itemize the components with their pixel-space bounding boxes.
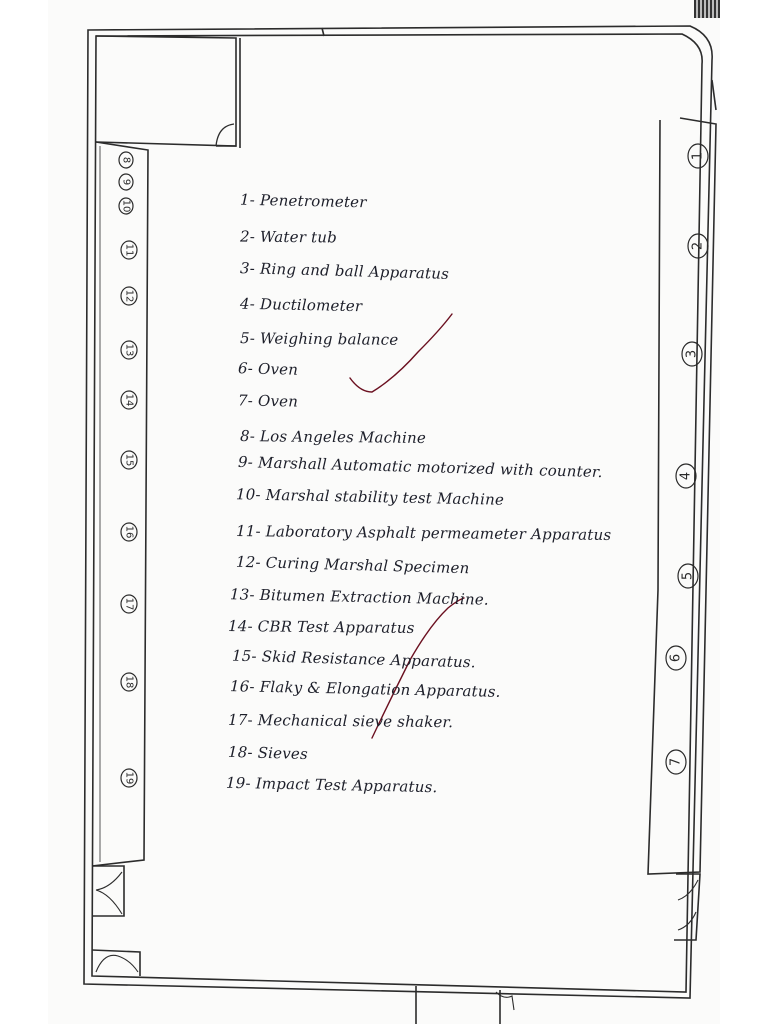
- marker-number: 16: [123, 525, 135, 539]
- bench-marker-14: [121, 391, 137, 409]
- right-bench-markers: [666, 144, 708, 774]
- marker-number: 3: [684, 349, 700, 359]
- bench-marker-5: [678, 564, 698, 588]
- equipment-item: 5- Weighing balance: [239, 329, 399, 349]
- bench-marker-15: [121, 451, 137, 469]
- storage-room: [96, 36, 236, 146]
- marker-number: 8: [120, 156, 132, 164]
- equipment-item: 19- Impact Test Apparatus.: [225, 773, 438, 797]
- equipment-item: 17- Mechanical sieve shaker.: [227, 710, 454, 732]
- marker-number: 9: [120, 178, 132, 186]
- equipment-item: 15- Skid Resistance Apparatus.: [231, 646, 476, 672]
- equipment-item: 11- Laboratory Asphalt permeameter Apparatus: [235, 522, 612, 544]
- marker-number: 10: [120, 199, 132, 213]
- bench-marker-13: [121, 341, 137, 359]
- marker-number: 6: [668, 653, 684, 663]
- equipment-item: 6- Oven: [237, 359, 299, 379]
- marker-number: 19: [123, 771, 135, 785]
- bench-marker-1: [688, 144, 708, 168]
- outer-wall-inner: [92, 34, 702, 992]
- bench-marker-10: [119, 198, 133, 214]
- bench-marker-19: [121, 769, 137, 787]
- bench-marker-18: [121, 673, 137, 691]
- outer-wall-outer: [84, 26, 712, 998]
- bench-marker-12: [121, 287, 137, 305]
- bench-marker-8: [119, 152, 133, 168]
- equipment-item: 13- Bitumen Extraction Machine.: [229, 585, 490, 609]
- equipment-item: 3- Ring and ball Apparatus: [239, 259, 450, 283]
- bottom-left-door-swing: [96, 955, 138, 972]
- bench-marker-9: [119, 174, 133, 190]
- bench-marker-7: [666, 750, 686, 774]
- marker-number: 13: [123, 343, 135, 357]
- marker-number: 12: [123, 289, 135, 303]
- equipment-item: 7- Oven: [237, 391, 299, 411]
- lower-left-door: [92, 866, 124, 916]
- lower-left-door-swing: [96, 872, 122, 914]
- left-bench-markers: [119, 152, 137, 787]
- marker-number: 11: [123, 243, 135, 257]
- equipment-item: 10- Marshal stability test Machine: [235, 485, 505, 509]
- bottom-door-swing: [496, 992, 514, 1010]
- equipment-item: 4- Ductilometer: [239, 294, 363, 316]
- equipment-item: 16- Flaky & Elongation Apparatus.: [229, 677, 501, 701]
- bottom-left-door: [92, 950, 140, 976]
- bench-marker-11: [121, 241, 137, 259]
- marker-number: 7: [668, 757, 684, 767]
- check-mark-upper: [350, 314, 452, 392]
- equipment-item: 12- Curing Marshal Specimen: [235, 552, 470, 578]
- marker-number: 15: [123, 453, 135, 467]
- marker-number: 17: [123, 597, 135, 611]
- equipment-item: 14- CBR Test Apparatus: [227, 617, 415, 637]
- bench-marker-17: [121, 595, 137, 613]
- marker-number: 14: [123, 393, 135, 407]
- equipment-item: 18- Sieves: [227, 742, 309, 764]
- storage-door-swing: [216, 124, 234, 146]
- marker-number: 1: [690, 151, 706, 161]
- bench-marker-3: [682, 342, 702, 366]
- equipment-item: 2- Water tub: [239, 227, 338, 247]
- marker-number: 18: [123, 675, 135, 689]
- marker-number: 4: [678, 471, 694, 481]
- equipment-item: 1- Penetrometer: [239, 190, 367, 212]
- marker-number: 2: [690, 241, 706, 251]
- equipment-item: 8- Los Angeles Machine: [239, 427, 427, 447]
- equipment-item: 9- Marshall Automatic motorized with counter.: [237, 452, 603, 482]
- marker-number: 5: [680, 571, 696, 581]
- bench-marker-16: [121, 523, 137, 541]
- bench-marker-4: [676, 464, 696, 488]
- bench-marker-6: [666, 646, 686, 670]
